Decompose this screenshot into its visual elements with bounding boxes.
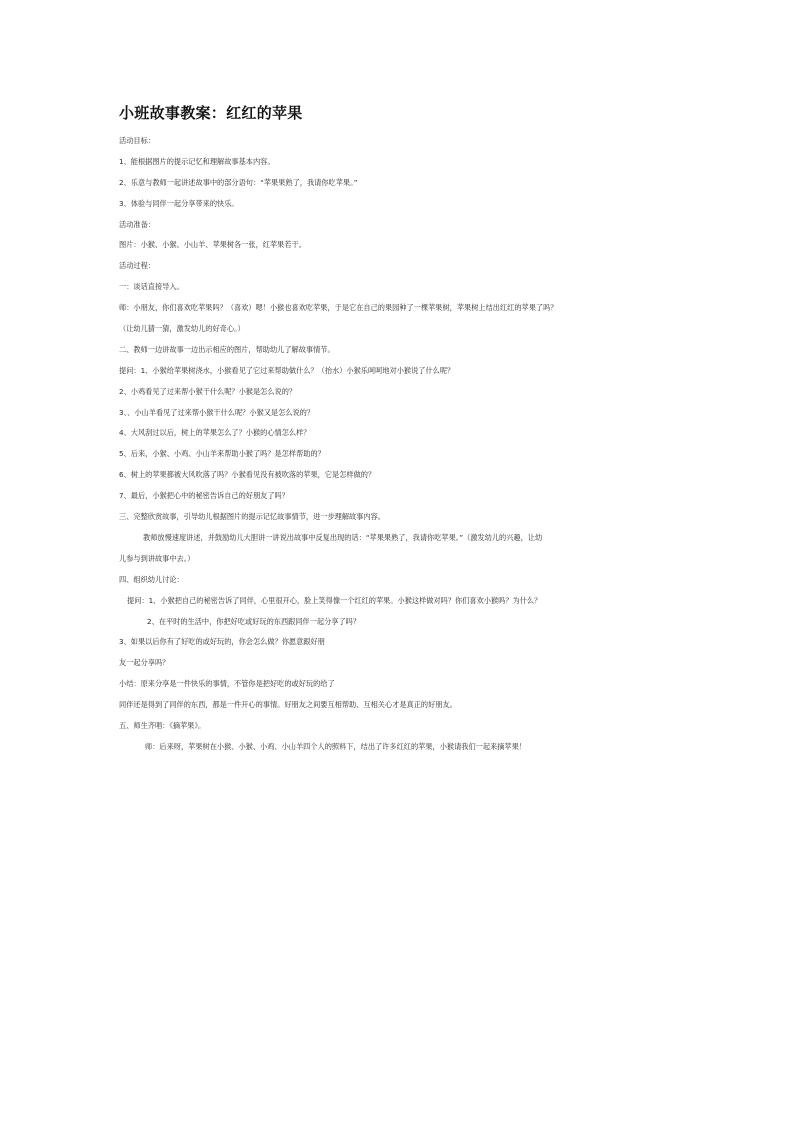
text-line: 教师放慢速度讲述，并鼓励幼儿大胆讲一讲说出故事中反复出现的话：“苹果果熟了，我请你吃苹果。”（激发幼儿的兴趣，让幼 xyxy=(143,533,543,542)
text-line: 活动过程： xyxy=(119,261,155,270)
text-line: 三、完整欣赏故事，引导幼儿根据图片的提示记忆故事情节，进一步理解故事内容。 xyxy=(119,512,385,521)
text-line: 小结：原来分享是一件快乐的事情，不管你是把好吃的或好玩的给了 xyxy=(119,679,335,688)
text-line: 2、在平时的生活中，你把好吃或好玩的东西跟同伴一起分享了吗？ xyxy=(147,617,361,626)
text-line: 二、教师一边讲故事一边出示相应的图片，帮助幼儿了解故事情节。 xyxy=(119,345,335,354)
document-title: 小班故事教案：红红的苹果 xyxy=(119,104,303,122)
text-line: 活动目标： xyxy=(119,136,155,145)
text-line: 1、能根据图片的提示记忆和理解故事基本内容。 xyxy=(119,157,275,166)
text-line: 6、树上的苹果都被大风吹落了吗？小猴看见没有被吹落的苹果，它是怎样做的？ xyxy=(119,470,376,479)
text-line: 7、最后，小猴把心中的秘密告诉自己的好朋友了吗？ xyxy=(119,491,289,500)
text-line: 同伴还是得到了同伴的东西，都是一件开心的事情。好朋友之间要互相帮助、互相关心才是真正的好朋友。 xyxy=(119,700,457,709)
text-line: （让幼儿猜一猜，激发幼儿的好奇心。） xyxy=(119,324,245,333)
text-line: 图片：小猴、小猴、小山羊、苹果树各一张，红苹果若干。 xyxy=(119,240,306,249)
text-line: 四、组织幼儿讨论： xyxy=(119,575,184,584)
text-line: 4、大风刮过以后，树上的苹果怎么了？小猴的心情怎么样？ xyxy=(119,428,311,437)
text-line: 师：小朋友，你们喜欢吃苹果吗？（喜欢）嗯！小猴也喜欢吃苹果，于是它在自己的果园种了一棵苹果树，苹果树上结出红红的苹果了吗？ xyxy=(119,303,558,312)
text-line: 提问：1、小猴给苹果树浇水，小猴看见了它过来帮助做什么？（抬水）小猴乐呵呵地对小猴说了什么呢？ xyxy=(119,366,455,375)
text-line: 3、如果以后你有了好吃的或好玩的，你会怎么做？你愿意跟好朋 xyxy=(119,637,325,646)
text-line: 5、后来，小猴、小鸡、小山羊来帮助小猴了吗？是怎样帮助的？ xyxy=(119,449,325,458)
text-line: 友一起分享吗？ xyxy=(119,658,170,667)
text-line: 3、、小山羊看见了过来帮小猴干什么呢？小猴又是怎么说的？ xyxy=(119,408,315,417)
text-line: 提问：1、小猴把自己的秘密告诉了同伴，心里很开心，脸上笑得像一个红红的苹果。小猴这样做对吗？你们喜欢小猴吗？为什么？ xyxy=(127,596,542,605)
text-line: 2、乐意与教师一起讲述故事中的部分语句：“苹果果熟了，我请你吃苹果。” xyxy=(119,178,358,187)
text-line: 活动准备： xyxy=(119,220,155,229)
text-line: 3、体验与同伴一起分享带来的快乐。 xyxy=(119,199,239,208)
text-line: 师：后来呀，苹果树在小猴、小猴、小鸡、小山羊四个人的照料下，结出了许多红红的苹果，小猴请我们一起来摘苹果！ xyxy=(145,742,526,751)
text-line: 儿参与到讲故事中去。） xyxy=(119,554,195,563)
text-line: 五、师生齐唱：《摘苹果》。 xyxy=(119,721,206,730)
text-line: 一：谈话直接导入。 xyxy=(119,282,184,291)
text-line: 2、小鸡看见了过来帮小猴干什么呢？小猴是怎么说的？ xyxy=(119,387,297,396)
